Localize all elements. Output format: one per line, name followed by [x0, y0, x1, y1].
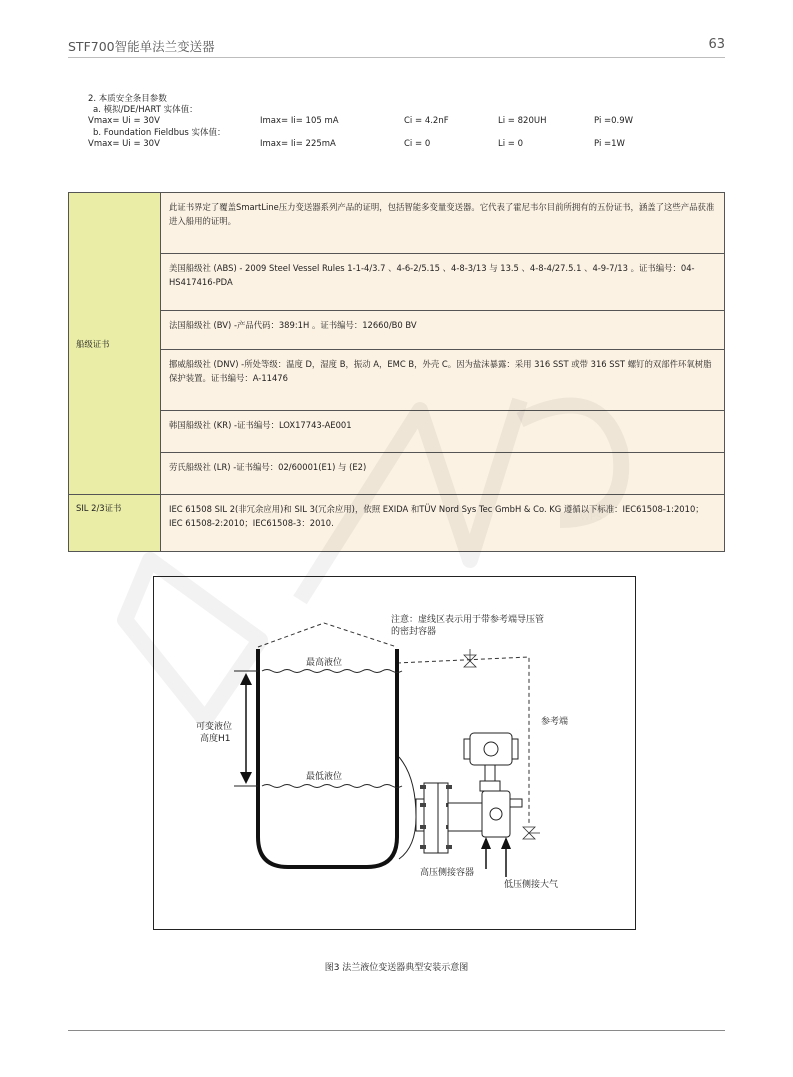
params-b-values — [88, 138, 625, 150]
min-level-line — [262, 785, 402, 788]
vent-valve-icon — [523, 827, 540, 839]
page-number: 63 — [708, 37, 725, 52]
params-heading: 2. 本质安全条目参数 — [88, 94, 167, 104]
table-row — [69, 350, 725, 411]
table-row — [69, 254, 725, 311]
table-row — [69, 193, 725, 254]
header-divider — [68, 57, 725, 58]
figure-caption: 图3 法兰液位变送器典型安装示意图 — [324, 963, 469, 973]
note-line-1: 注意：虚线区表示用于带参考端导压管 — [391, 615, 545, 625]
sil-cert-text: IEC 61508 SIL 2(非冗余应用)和 SIL 3(冗余应用)，依照 EXIDA 和TÜV Nord Sys Tec GmbH & Co. KG 遵循以下标准：IEC61508-1:2010；IEC 61508-2:2010；IEC61508-3：2010. — [161, 495, 725, 552]
installation-diagram — [153, 576, 636, 930]
high-pressure-label: 高压侧接容器 — [420, 868, 475, 878]
marine-cert-dnv: 挪威船级社 (DNV) -所处等级：温度 D，湿度 B，振动 A，EMC B，外壳 C。因为盐沫暴露：采用 316 SST 或带 316 SST 螺钉的双部件环氧树脂保护装置。证书编号：A-11476 — [161, 350, 725, 411]
table-row — [69, 411, 725, 453]
sealed-vessel-roof — [258, 623, 397, 647]
low-pressure-label: 低压侧接大气 — [504, 880, 559, 890]
a-li: Li = 820UH — [498, 116, 547, 127]
marine-cert-label: 船级证书 — [69, 193, 161, 495]
table-row — [69, 453, 725, 495]
a-imax: Imax= Ii= 105 mA — [260, 116, 339, 127]
vessel-body — [258, 649, 397, 867]
a-vmax: Vmax= Ui = 30V — [88, 116, 160, 127]
header-title: STF700智能单法兰变送器 — [68, 39, 215, 54]
var-level-label-1: 可变液位 — [196, 722, 233, 732]
b-li: Li = 0 — [498, 138, 524, 149]
max-level-line — [262, 670, 402, 673]
params-a-values — [88, 116, 634, 127]
b-pi: Pi =1W — [594, 138, 625, 149]
b-imax: Imax= Ii= 225mA — [260, 138, 336, 149]
var-level-label-2: 高度H1 — [200, 734, 231, 744]
marine-cert-intro: 此证书界定了覆盖SmartLine压力变送器系列产品的证明，包括智能多变量变送器。它代表了霍尼韦尔目前所拥有的五份证书，涵盖了这些产品获准进入船用的证明。 — [161, 193, 725, 254]
marine-cert-kr: 韩国船级社 (KR) -证书编号：LOX17743-AE001 — [161, 411, 725, 453]
table-row — [69, 495, 725, 552]
a-ci: Ci = 4.2nF — [404, 116, 449, 127]
b-vmax: Vmax= Ui = 30V — [88, 138, 160, 149]
note-line-2: 的密封容器 — [391, 627, 437, 637]
marine-cert-lr: 劳氏船级社 (LR) -证书编号：02/60001(E1) 与 (E2) — [161, 453, 725, 495]
footer-divider — [68, 1030, 725, 1031]
sil-cert-label: SIL 2/3证书 — [69, 495, 161, 552]
params-a-label: a. 模拟/DE/HART 实体值： — [93, 105, 198, 116]
a-pi: Pi =0.9W — [594, 116, 634, 127]
intrinsic-safety-params — [88, 94, 634, 150]
table-row — [69, 311, 725, 350]
params-b-label: b. Foundation Fieldbus 实体值： — [93, 127, 226, 138]
marine-cert-bv: 法国船级社 (BV) -产品代码：389:1H 。证书编号：12660/B0 BV — [161, 311, 725, 350]
reference-side-label: 参考端 — [541, 717, 569, 727]
max-level-label: 最高液位 — [306, 658, 343, 668]
reference-valve-icon — [464, 649, 476, 667]
marine-cert-abs: 美国船级社 (ABS) - 2009 Steel Vessel Rules 1-1-4/3.7 、4-6-2/5.15 、4-8-3/13 与 13.5 、4-8-4/27.5.1 、4-9-7/13 。证书编号：04-HS417416-PDA — [161, 254, 725, 311]
min-level-label: 最低液位 — [306, 772, 343, 782]
flange-assembly — [399, 757, 482, 859]
certificate-table — [68, 192, 725, 552]
b-ci: Ci = 0 — [404, 138, 431, 149]
